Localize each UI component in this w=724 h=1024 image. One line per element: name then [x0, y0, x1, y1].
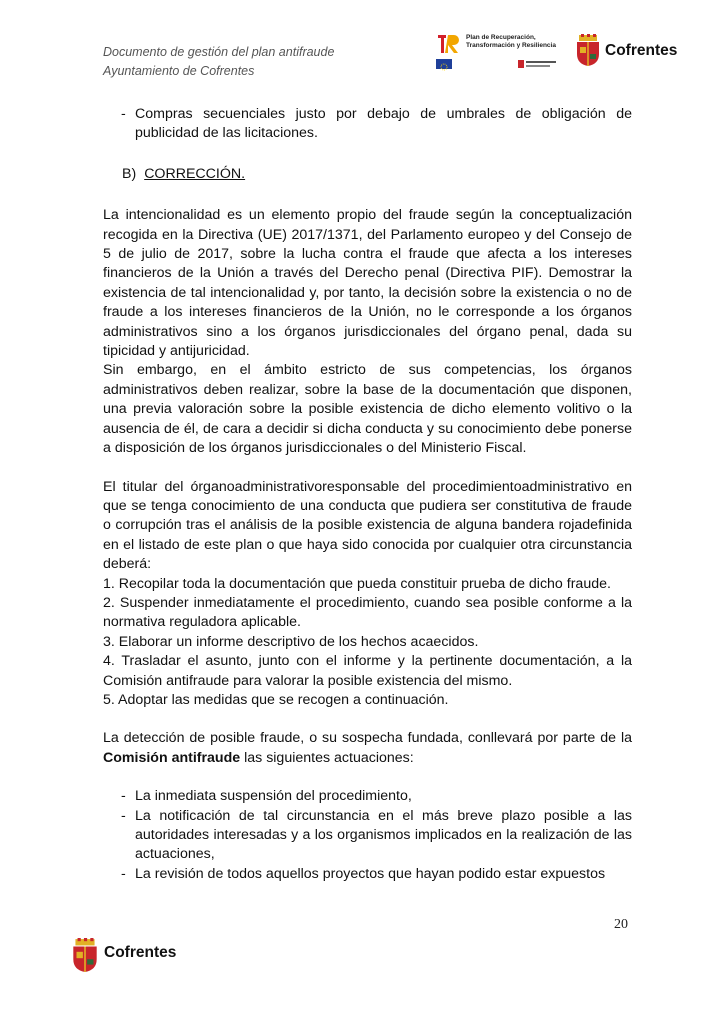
list-item: 5. Adoptar las medidas que se recogen a continuación.	[103, 691, 449, 708]
header-brand: Cofrentes	[605, 42, 678, 59]
list-item: - La revisión de todos aquellos proyectos que hayan podido estar expuestos	[121, 865, 606, 882]
paragraph: La detección de posible fraude, o su sospecha fundada, conllevará por parte de la Comisión antifraude las siguientes actuaciones:	[103, 730, 632, 766]
list-item: 2. Suspender inmediatamente el procedimiento, cuando sea posible conforme a la normativa reguladora aplicable.	[103, 594, 632, 631]
recovery-plan-label: Plan de Recuperación, Transformación y Resiliencia	[466, 34, 556, 49]
list-item: - La inmediata suspensión del procedimiento,	[121, 788, 412, 805]
header-logos	[436, 32, 681, 72]
page-number: 20	[614, 917, 628, 932]
organization-name: Ayuntamiento de Cofrentes	[103, 64, 255, 78]
header-text	[103, 43, 334, 81]
list-item: 1. Recopilar toda la documentación que pueda constituir prueba de dicho fraude.	[103, 575, 611, 592]
bold-term: Comisión antifraude	[103, 749, 241, 766]
recovery-plan-logo-icon	[436, 32, 460, 56]
paragraph: La intencionalidad es un elemento propio del fraude según la conceptualización recogida en la Directiva (UE) 2017/1371, del Parlamento europeo y del Consejo de 5 de julio de 2017, sobre la lucha contra el fraude que afecta a los intereses financieros de la Unión a través del Derecho penal (Directiva PIF). Demostrar la existencia de tal intencionalidad y, por tanto, la decisión sobre la existencia o no de fraude a los intereses financieros de la Unión, no le corresponde a los órganos administrativos sino a los órganos jurisdiccionales del órgano penal, dada su tipicidad y antijuricidad.	[103, 207, 632, 360]
document-body	[103, 105, 632, 884]
government-logo-icon	[518, 58, 558, 70]
cofrentes-crest-icon	[71, 938, 99, 972]
list-item: - Compras secuenciales justo por debajo de umbrales de obligación de publicidad de las licitaciones.	[121, 106, 632, 142]
paragraph: El titular del órganoadministrativoresponsable del procedimientoadministrativo en que se tenga conocimiento de una conducta que pudiera ser constitutiva de fraude o corrupción tras el análisis de la posible existencia de alguna bandera rojadefinida en el listado de este plan o que haya sido conocida por cualquier otra circunstancia deberá:	[103, 478, 632, 573]
list-item: - La notificación de tal circunstancia en el más breve plazo posible a las autoridades interesadas y a los organismos implicados en la realización de las actuaciones,	[121, 807, 632, 863]
eu-flag-icon	[436, 59, 452, 69]
paragraph: Sin embargo, en el ámbito estricto de sus competencias, los órganos administrativos deben realizar, sobre la base de la documentación que disponen, una previa valoración sobre la posible existencia de dicho elemento volitivo o la ausencia de él, de cara a decidir si dicha conducta y su conocimiento debe ponerse a disposición de los órganos jurisdiccionales o del Ministerio Fiscal.	[103, 362, 632, 457]
list-item: 4. Trasladar el asunto, junto con el informe y la pertinente documentación, a la Comisión antifraude para valorar la posible existencia del mismo.	[103, 653, 632, 689]
document-title: Documento de gestión del plan antifraude	[103, 45, 335, 59]
footer-brand: Cofrentes	[104, 944, 177, 961]
list-item: 3. Elaborar un informe descriptivo de los hechos acaecidos.	[103, 633, 479, 650]
section-heading: B) CORRECCIÓN.	[122, 165, 246, 182]
cofrentes-crest-icon	[575, 34, 601, 66]
